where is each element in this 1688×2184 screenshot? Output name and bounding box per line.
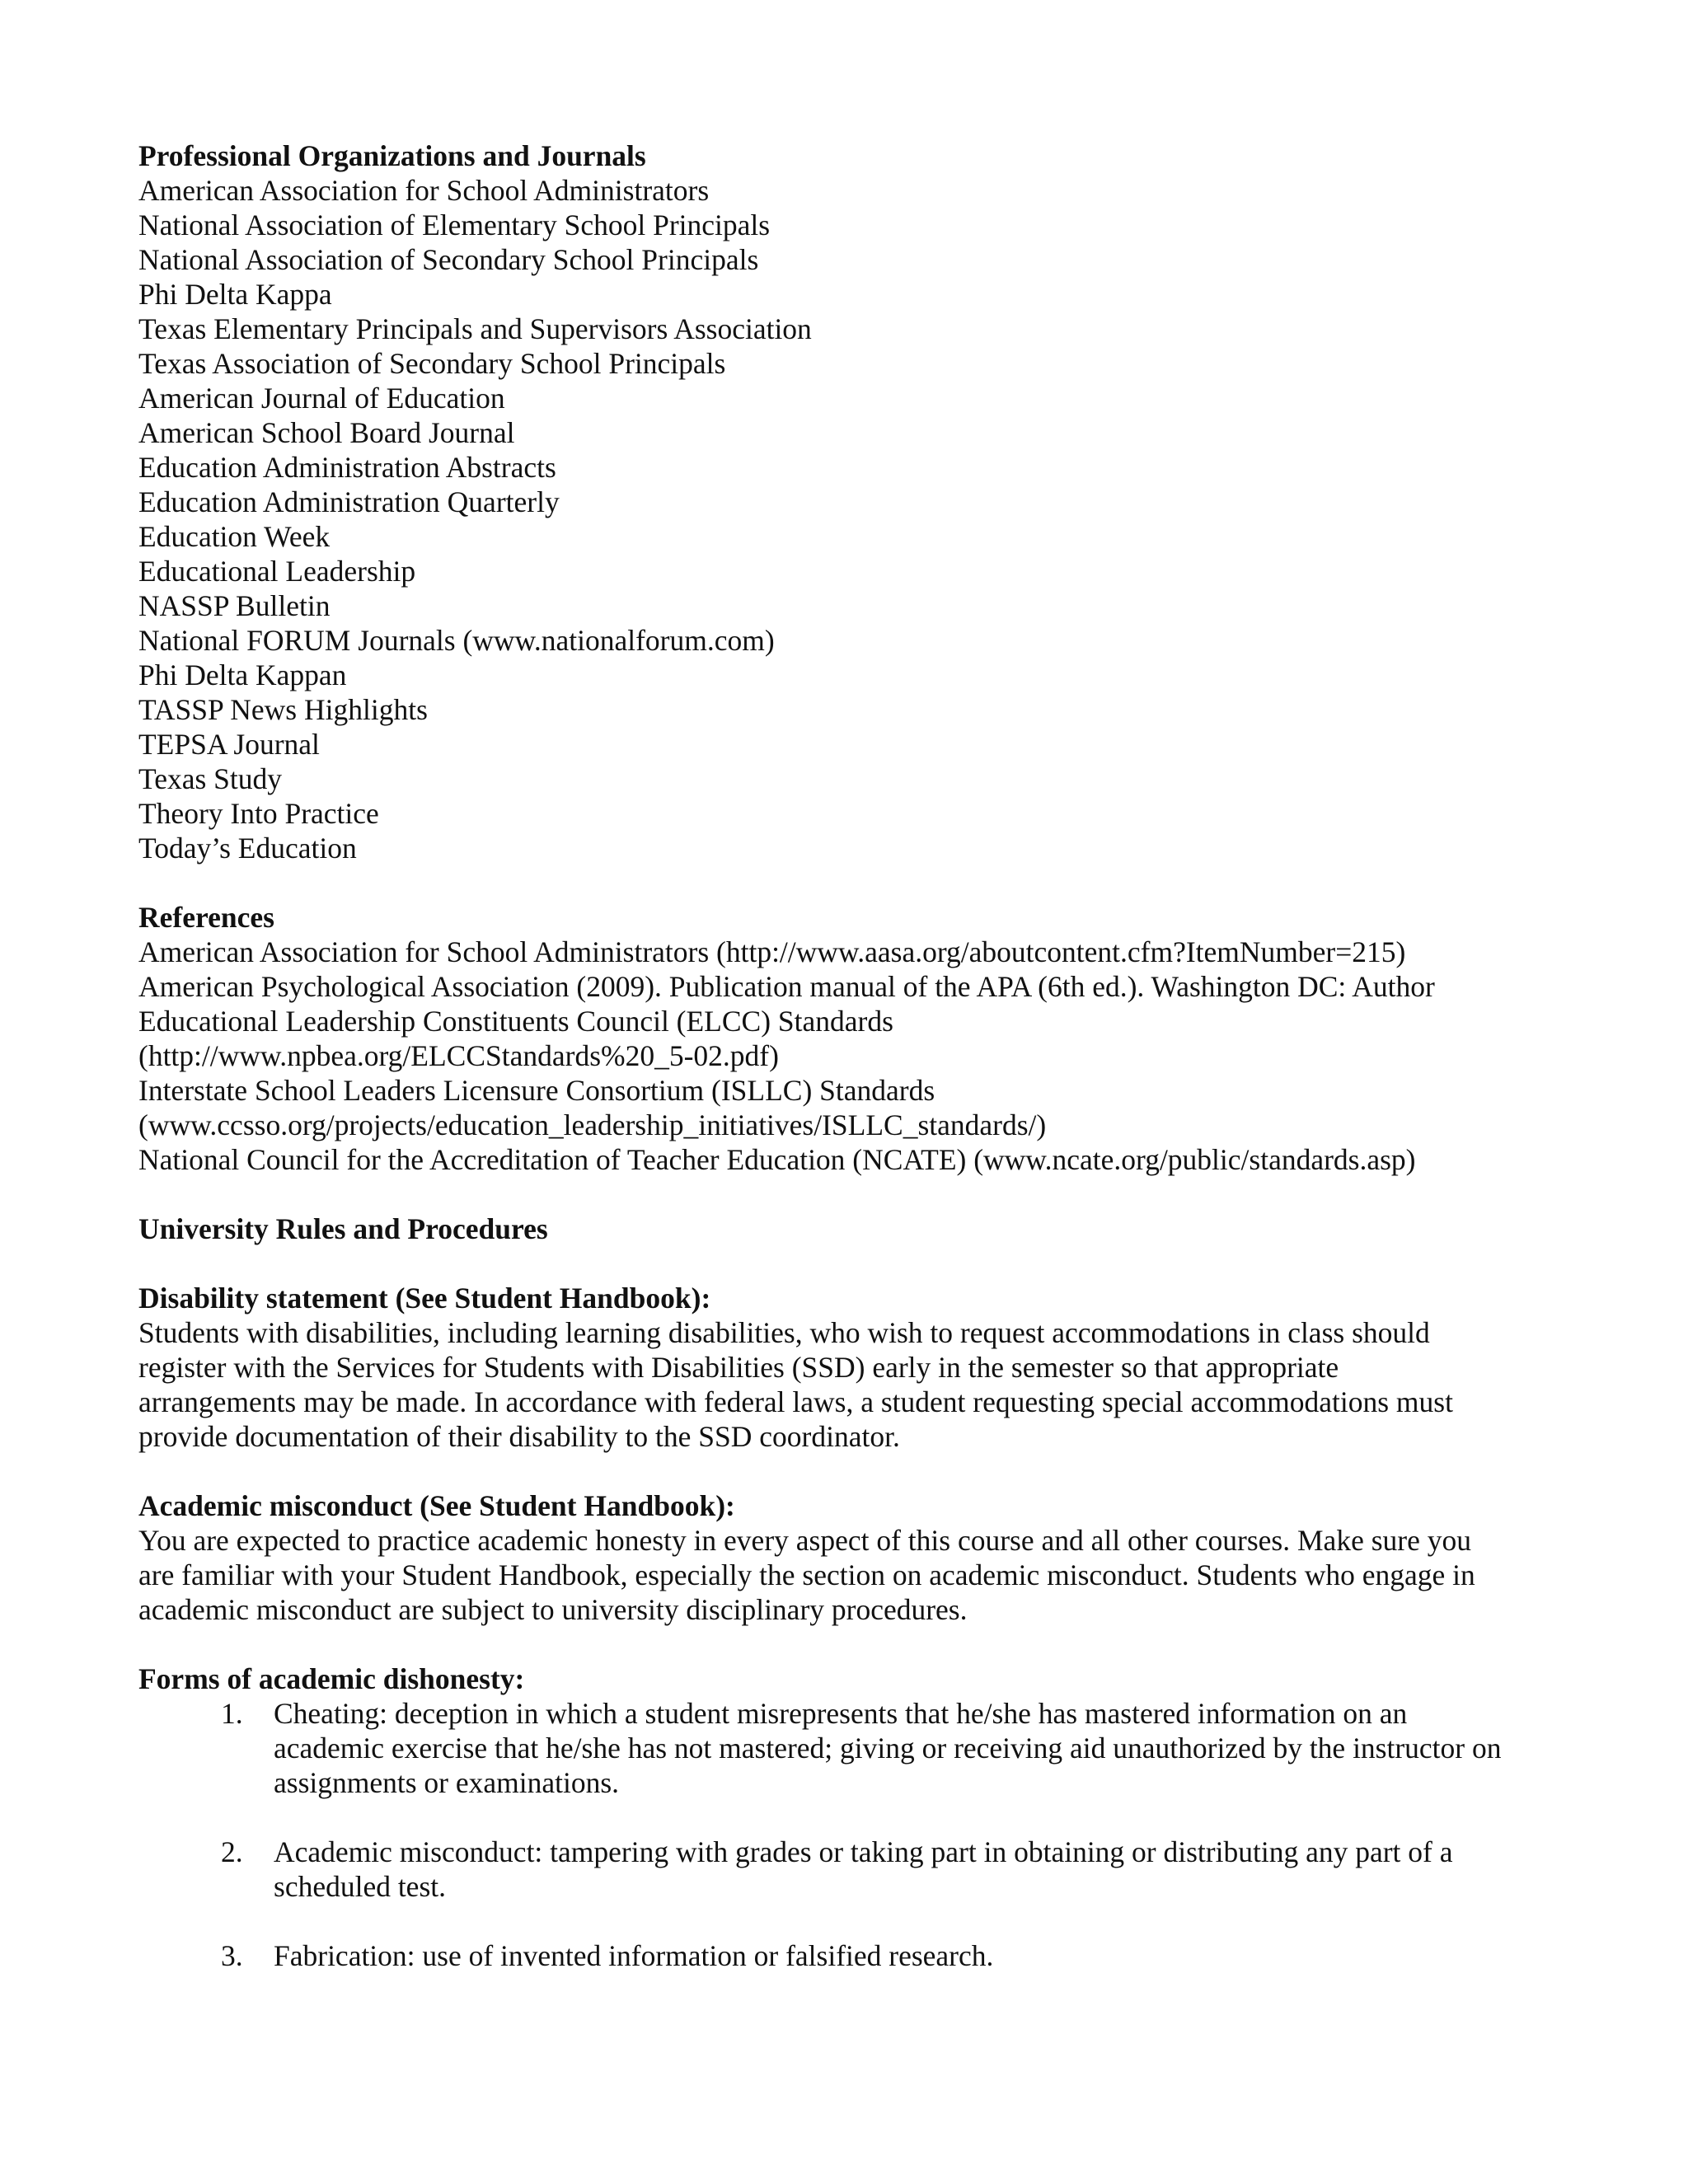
journal-item: Texas Study [138,762,283,795]
section-spacer [138,1627,1556,1661]
journal-item: NASSP Bulletin [138,589,331,622]
misconduct-section [138,1488,1556,1627]
journal-item: Today’s Education [138,832,357,865]
list-item [138,1835,1556,1904]
org-item: National Association of Elementary School Principals [138,209,771,241]
journal-item: TEPSA Journal [138,728,320,761]
journal-item: Education Administration Abstracts [138,451,556,484]
disability-heading: Disability statement (See Student Handbook): [138,1282,711,1315]
list-item-line: Academic misconduct: tampering with grades or taking part in obtaining or distributing any part of a [274,1835,1453,1868]
journal-item: TASSP News Highlights [138,693,428,726]
orgs-heading: Professional Organizations and Journals [138,139,646,172]
disability-section [138,1281,1556,1454]
disability-text-line: register with the Services for Students with Disabilities (SSD) early in the semester so that appropriate [138,1351,1339,1384]
reference-line: American Psychological Association (2009). Publication manual of the APA (6th ed.). Washington DC: Author [138,970,1435,1003]
journal-item: American Journal of Education [138,382,505,415]
dishonesty-heading: Forms of academic dishonesty: [138,1662,525,1695]
orgs-section [138,138,1556,865]
section-spacer [138,1246,1556,1281]
org-item: National Association of Secondary School Principals [138,243,759,276]
disability-text-line: provide documentation of their disability to the SSD coordinator. [138,1420,900,1453]
journal-item: Education Week [138,520,331,553]
journal-item: Educational Leadership [138,555,416,588]
org-item: Phi Delta Kappa [138,278,332,311]
references-section [138,900,1556,1177]
dishonesty-section [138,1661,1556,1973]
list-item [138,1938,1556,1973]
list-item-number: 2. [221,1835,243,1868]
dishonesty-list [138,1696,1556,1973]
section-spacer [138,865,1556,900]
disability-text-line: arrangements may be made. In accordance with federal laws, a student requesting special accommodations must [138,1385,1453,1418]
reference-line: Educational Leadership Constituents Council (ELCC) Standards [138,1005,893,1038]
list-item-line: Cheating: deception in which a student misrepresents that he/she has mastered information on an [274,1697,1408,1730]
reference-line: (http://www.npbea.org/ELCCStandards%20_5-02.pdf) [138,1039,779,1072]
document-page [138,138,1556,1973]
reference-line: American Association for School Administrators (http://www.aasa.org/aboutcontent.cfm?ItemNumber=215) [138,935,1406,968]
rules-heading: University Rules and Procedures [138,1212,548,1245]
list-item-number: 3. [221,1939,243,1972]
misconduct-text-line: You are expected to practice academic honesty in every aspect of this course and all other courses. Make sure you [138,1524,1471,1557]
list-item-line: Fabrication: use of invented information or falsified research. [274,1939,994,1972]
journal-item: Education Administration Quarterly [138,485,560,518]
reference-line: National Council for the Accreditation of Teacher Education (NCATE) (www.ncate.org/public/standards.asp) [138,1143,1416,1176]
references-heading: References [138,901,274,934]
disability-text-line: Students with disabilities, including learning disabilities, who wish to request accommodations in class should [138,1316,1430,1349]
rules-section [138,1212,1556,1246]
reference-line: (www.ccsso.org/projects/education_leadership_initiatives/ISLLC_standards/) [138,1108,1047,1141]
list-item-line: assignments or examinations. [274,1766,620,1799]
misconduct-heading: Academic misconduct (See Student Handbook): [138,1489,735,1522]
org-item: American Association for School Administrators [138,174,710,207]
list-item-line: scheduled test. [274,1870,446,1903]
reference-line: Interstate School Leaders Licensure Consortium (ISLLC) Standards [138,1074,935,1107]
section-spacer [138,1177,1556,1212]
org-item: Texas Association of Secondary School Principals [138,347,726,380]
list-item-line: academic exercise that he/she has not mastered; giving or receiving aid unauthorized by the instructor on [274,1732,1502,1765]
journal-item: American School Board Journal [138,416,515,449]
section-spacer [138,1454,1556,1488]
misconduct-text-line: academic misconduct are subject to university disciplinary procedures. [138,1593,968,1626]
org-item: Texas Elementary Principals and Supervisors Association [138,312,812,345]
list-item-number: 1. [221,1697,243,1730]
journal-item: Theory Into Practice [138,797,379,830]
list-item [138,1696,1556,1800]
misconduct-text-line: are familiar with your Student Handbook, especially the section on academic misconduct. Students who engage in [138,1558,1475,1591]
journal-item: National FORUM Journals (www.nationalforum.com) [138,624,775,657]
journal-item: Phi Delta Kappan [138,658,347,691]
